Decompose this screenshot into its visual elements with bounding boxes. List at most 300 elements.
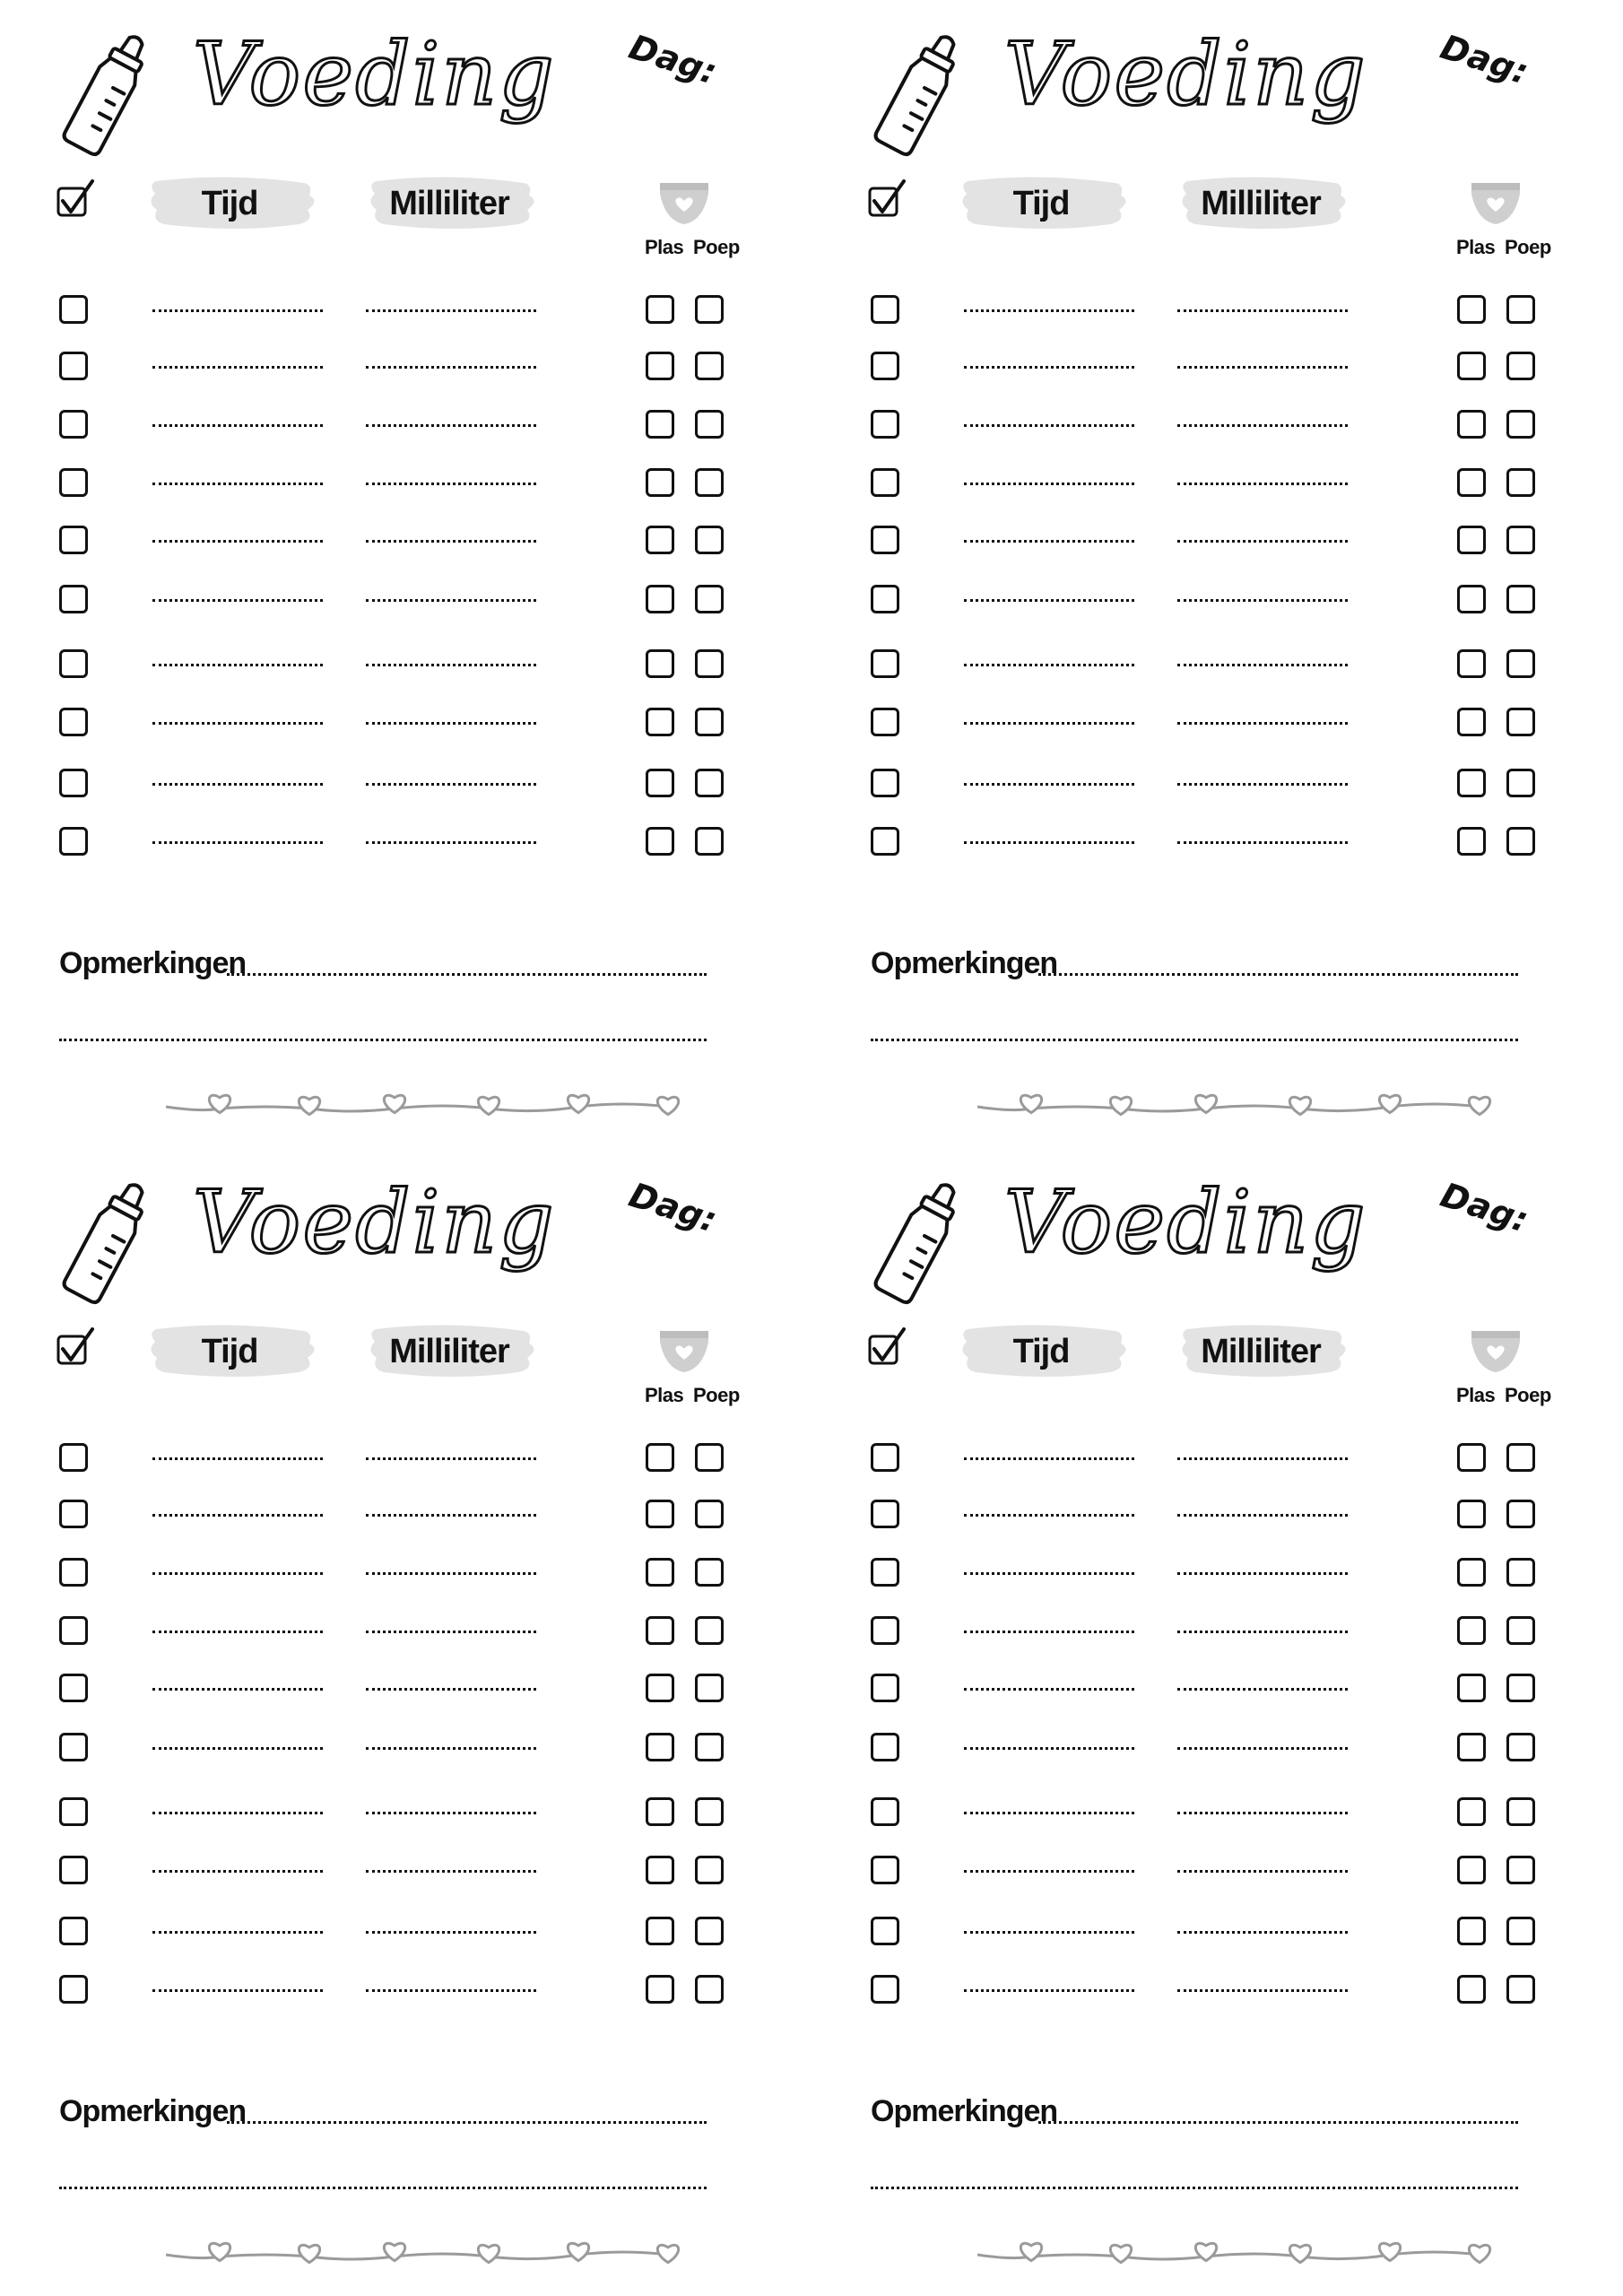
feeding-done-checkbox[interactable] [871, 1558, 899, 1587]
time-entry-line[interactable] [964, 1688, 1134, 1691]
diaper-icon [1468, 1327, 1523, 1374]
time-entry-line[interactable] [152, 483, 323, 485]
feeding-done-checkbox[interactable] [871, 352, 899, 380]
ml-entry-line[interactable] [366, 664, 536, 666]
time-column-header [143, 172, 316, 235]
pee-checkbox[interactable] [1457, 410, 1486, 439]
ml-entry-line[interactable] [1177, 1812, 1348, 1814]
pee-checkbox[interactable] [646, 410, 674, 439]
poo-checkbox[interactable] [1506, 708, 1535, 736]
log-row [0, 1614, 812, 1650]
poo-checkbox[interactable] [695, 352, 724, 380]
feeding-done-checkbox[interactable] [871, 1797, 899, 1826]
ml-column-header [1175, 172, 1347, 235]
remarks-label: Opmerkingen [59, 946, 247, 980]
time-entry-line[interactable] [964, 424, 1134, 427]
feeding-done-checkbox[interactable] [871, 295, 899, 324]
log-row [812, 767, 1623, 803]
poo-checkbox[interactable] [695, 1443, 724, 1472]
feeding-done-checkbox[interactable] [59, 649, 88, 678]
ml-entry-line[interactable] [366, 783, 536, 786]
time-entry-line[interactable] [964, 1870, 1134, 1873]
pee-checkbox[interactable] [646, 1856, 674, 1884]
poo-checkbox[interactable] [1506, 1797, 1535, 1826]
time-entry-line[interactable] [152, 1989, 323, 1992]
log-row [0, 408, 812, 444]
time-column-header [955, 1320, 1127, 1383]
pee-checkbox[interactable] [646, 526, 674, 554]
time-entry-line[interactable] [964, 540, 1134, 543]
feeding-done-checkbox[interactable] [871, 649, 899, 678]
poo-checkbox[interactable] [1506, 827, 1535, 856]
log-row [812, 1441, 1623, 1477]
log-row [0, 350, 812, 386]
feeding-done-checkbox[interactable] [59, 468, 88, 497]
poo-checkbox[interactable] [1506, 1500, 1535, 1528]
time-entry-line[interactable] [964, 366, 1134, 369]
feeding-done-checkbox[interactable] [871, 1674, 899, 1702]
ml-entry-line[interactable] [1177, 1747, 1348, 1750]
time-entry-line[interactable] [964, 1631, 1134, 1633]
feeding-done-checkbox[interactable] [59, 1558, 88, 1587]
ml-entry-line[interactable] [1177, 1688, 1348, 1691]
pee-checkbox[interactable] [646, 1674, 674, 1702]
remarks-line[interactable] [227, 973, 707, 976]
pee-column-label: Plas [1456, 1384, 1496, 1406]
time-entry-line[interactable] [152, 1870, 323, 1873]
log-row [0, 1731, 812, 1767]
pee-checkbox[interactable] [646, 1797, 674, 1826]
poo-checkbox[interactable] [1506, 468, 1535, 497]
poo-checkbox[interactable] [1506, 769, 1535, 797]
ml-entry-line[interactable] [366, 1631, 536, 1633]
time-entry-line[interactable] [964, 1572, 1134, 1575]
remarks-label: Opmerkingen [871, 946, 1058, 980]
feeding-done-checkbox[interactable] [871, 708, 899, 736]
remarks-label: Opmerkingen [871, 2094, 1058, 2128]
ml-entry-line[interactable] [1177, 841, 1348, 844]
time-entry-line[interactable] [152, 599, 323, 602]
ml-entry-line[interactable] [366, 1514, 536, 1517]
ml-column-header [363, 1320, 535, 1383]
ml-entry-line[interactable] [366, 540, 536, 543]
poo-column-label: Poep [693, 236, 740, 258]
feeding-done-checkbox[interactable] [59, 827, 88, 856]
time-entry-line[interactable] [964, 1989, 1134, 1992]
pee-checkbox[interactable] [1457, 1558, 1486, 1587]
poo-checkbox[interactable] [1506, 1856, 1535, 1884]
time-entry-line[interactable] [964, 1812, 1134, 1814]
log-row [0, 1854, 812, 1890]
log-row [0, 1915, 812, 1951]
time-column-label: Tijd [201, 1332, 258, 1370]
poo-checkbox[interactable] [1506, 526, 1535, 554]
time-entry-line[interactable] [964, 1931, 1134, 1934]
baby-bottle-icon [54, 1175, 161, 1309]
time-entry-line[interactable] [152, 309, 323, 312]
checkmark-box-icon [867, 178, 908, 219]
log-row [0, 648, 812, 683]
poo-checkbox[interactable] [1506, 1558, 1535, 1587]
ml-entry-line[interactable] [1177, 1514, 1348, 1517]
ml-entry-line[interactable] [1177, 1572, 1348, 1575]
ml-entry-line[interactable] [1177, 1989, 1348, 1992]
time-entry-line[interactable] [152, 540, 323, 543]
poo-checkbox[interactable] [1506, 410, 1535, 439]
poo-checkbox[interactable] [695, 1917, 724, 1945]
diaper-icon [656, 1327, 712, 1374]
feeding-done-checkbox[interactable] [871, 410, 899, 439]
ml-column-label: Milliliter [1201, 1332, 1321, 1370]
log-row [0, 524, 812, 560]
log-row [0, 1973, 812, 2009]
log-row [812, 350, 1623, 386]
log-row [812, 1556, 1623, 1592]
log-row [812, 524, 1623, 560]
time-entry-line[interactable] [964, 1747, 1134, 1750]
pee-checkbox[interactable] [1457, 1733, 1486, 1761]
feeding-sheet [812, 0, 1623, 1148]
poo-checkbox[interactable] [695, 585, 724, 613]
time-entry-line[interactable] [152, 424, 323, 427]
feeding-done-checkbox[interactable] [871, 1616, 899, 1645]
poo-checkbox[interactable] [695, 468, 724, 497]
time-entry-line[interactable] [152, 1747, 323, 1750]
ml-entry-line[interactable] [366, 599, 536, 602]
pee-checkbox[interactable] [1457, 585, 1486, 613]
pee-checkbox[interactable] [646, 649, 674, 678]
feeding-done-checkbox[interactable] [59, 708, 88, 736]
pee-checkbox[interactable] [1457, 827, 1486, 856]
time-entry-line[interactable] [964, 664, 1134, 666]
sheet-title: Voeding [193, 24, 556, 125]
baby-bottle-icon [865, 27, 973, 161]
day-label: Dag: [1436, 1175, 1533, 1240]
feeding-done-checkbox[interactable] [59, 585, 88, 613]
log-row [0, 293, 812, 329]
ml-entry-line[interactable] [366, 841, 536, 844]
poo-checkbox[interactable] [695, 410, 724, 439]
remarks-line[interactable] [59, 1039, 707, 1041]
log-row [812, 466, 1623, 502]
poo-checkbox[interactable] [1506, 1443, 1535, 1472]
pee-checkbox[interactable] [1457, 295, 1486, 324]
pee-checkbox[interactable] [646, 295, 674, 324]
feeding-done-checkbox[interactable] [59, 1500, 88, 1528]
log-row [0, 466, 812, 502]
log-row [812, 706, 1623, 742]
poo-checkbox[interactable] [695, 827, 724, 856]
ml-entry-line[interactable] [366, 483, 536, 485]
poo-column-label: Poep [1505, 236, 1551, 258]
pee-checkbox[interactable] [646, 769, 674, 797]
time-entry-line[interactable] [152, 1812, 323, 1814]
time-entry-line[interactable] [152, 366, 323, 369]
feeding-done-checkbox[interactable] [871, 1917, 899, 1945]
ml-entry-line[interactable] [1177, 1870, 1348, 1873]
feeding-done-checkbox[interactable] [59, 1674, 88, 1702]
poo-checkbox[interactable] [1506, 1733, 1535, 1761]
poo-checkbox[interactable] [695, 1975, 724, 2004]
pee-checkbox[interactable] [646, 827, 674, 856]
pee-checkbox[interactable] [1457, 352, 1486, 380]
time-entry-line[interactable] [964, 483, 1134, 485]
log-row [812, 1498, 1623, 1534]
pee-checkbox[interactable] [646, 1733, 674, 1761]
baby-bottle-icon [865, 1175, 973, 1309]
ml-entry-line[interactable] [366, 1747, 536, 1750]
ml-entry-line[interactable] [1177, 483, 1348, 485]
pee-checkbox[interactable] [646, 468, 674, 497]
checkmark-box-icon [56, 1326, 97, 1367]
time-entry-line[interactable] [152, 722, 323, 725]
log-row [812, 408, 1623, 444]
ml-entry-line[interactable] [366, 1688, 536, 1691]
feeding-done-checkbox[interactable] [871, 468, 899, 497]
poo-column-label: Poep [1505, 1384, 1551, 1406]
time-entry-line[interactable] [152, 1514, 323, 1517]
feeding-sheet [0, 1148, 812, 2296]
log-row [812, 1731, 1623, 1767]
pee-checkbox[interactable] [1457, 769, 1486, 797]
time-entry-line[interactable] [964, 841, 1134, 844]
feeding-done-checkbox[interactable] [59, 1917, 88, 1945]
remarks-line[interactable] [871, 2187, 1518, 2189]
day-label: Dag: [1436, 27, 1533, 92]
time-entry-line[interactable] [964, 599, 1134, 602]
pee-checkbox[interactable] [646, 708, 674, 736]
ml-entry-line[interactable] [366, 1812, 536, 1814]
ml-entry-line[interactable] [366, 309, 536, 312]
pee-column-label: Plas [1456, 236, 1496, 258]
log-row [812, 1672, 1623, 1708]
ml-entry-line[interactable] [366, 1572, 536, 1575]
time-entry-line[interactable] [152, 1457, 323, 1460]
time-entry-line[interactable] [152, 841, 323, 844]
pee-checkbox[interactable] [1457, 1975, 1486, 2004]
ml-entry-line[interactable] [1177, 1631, 1348, 1633]
pee-checkbox[interactable] [1457, 1500, 1486, 1528]
poo-checkbox[interactable] [1506, 1917, 1535, 1945]
ml-entry-line[interactable] [1177, 783, 1348, 786]
heart-garland-icon [166, 1085, 686, 1135]
pee-checkbox[interactable] [646, 1975, 674, 2004]
feeding-done-checkbox[interactable] [871, 1500, 899, 1528]
pee-checkbox[interactable] [1457, 708, 1486, 736]
feeding-sheet [812, 1148, 1623, 2296]
time-entry-line[interactable] [152, 1572, 323, 1575]
pee-checkbox[interactable] [1457, 649, 1486, 678]
feeding-done-checkbox[interactable] [59, 1797, 88, 1826]
log-row [0, 1556, 812, 1592]
ml-entry-line[interactable] [1177, 664, 1348, 666]
poo-checkbox[interactable] [695, 1558, 724, 1587]
log-row [812, 1973, 1623, 2009]
ml-entry-line[interactable] [366, 424, 536, 427]
log-row [0, 1441, 812, 1477]
poo-checkbox[interactable] [1506, 1674, 1535, 1702]
ml-entry-line[interactable] [1177, 1931, 1348, 1934]
poo-checkbox[interactable] [695, 1856, 724, 1884]
log-row [812, 1854, 1623, 1890]
time-entry-line[interactable] [152, 783, 323, 786]
feeding-done-checkbox[interactable] [59, 1975, 88, 2004]
time-entry-line[interactable] [152, 1688, 323, 1691]
ml-entry-line[interactable] [366, 1457, 536, 1460]
feeding-done-checkbox[interactable] [871, 827, 899, 856]
time-column-header [143, 1320, 316, 1383]
pee-checkbox[interactable] [1457, 468, 1486, 497]
time-entry-line[interactable] [152, 664, 323, 666]
log-row [0, 1672, 812, 1708]
time-entry-line[interactable] [964, 783, 1134, 786]
sheet-title: Voeding [193, 1172, 556, 1273]
pee-checkbox[interactable] [1457, 526, 1486, 554]
ml-entry-line[interactable] [1177, 366, 1348, 369]
pee-checkbox[interactable] [646, 1500, 674, 1528]
poo-checkbox[interactable] [1506, 352, 1535, 380]
ml-entry-line[interactable] [366, 366, 536, 369]
log-row [812, 1915, 1623, 1951]
ml-entry-line[interactable] [1177, 1457, 1348, 1460]
ml-entry-line[interactable] [1177, 424, 1348, 427]
log-row [0, 825, 812, 861]
ml-column-label: Milliliter [1201, 184, 1321, 222]
log-row [0, 767, 812, 803]
baby-bottle-icon [54, 27, 161, 161]
poo-checkbox[interactable] [1506, 585, 1535, 613]
poo-checkbox[interactable] [695, 1733, 724, 1761]
log-row [812, 1614, 1623, 1650]
time-entry-line[interactable] [964, 1457, 1134, 1460]
diaper-icon [656, 179, 712, 226]
remarks-line[interactable] [1038, 2121, 1518, 2124]
pee-checkbox[interactable] [1457, 1443, 1486, 1472]
remarks-label: Opmerkingen [59, 2094, 247, 2128]
poo-checkbox[interactable] [695, 1500, 724, 1528]
ml-entry-line[interactable] [1177, 309, 1348, 312]
ml-entry-line[interactable] [1177, 599, 1348, 602]
log-row [0, 583, 812, 619]
time-entry-line[interactable] [152, 1931, 323, 1934]
pee-checkbox[interactable] [1457, 1917, 1486, 1945]
sheet-title: Voeding [1004, 24, 1367, 125]
log-row [0, 1498, 812, 1534]
heart-garland-icon [977, 1085, 1497, 1135]
sheet-title: Voeding [1004, 1172, 1367, 1273]
time-column-header [955, 172, 1127, 235]
feeding-done-checkbox[interactable] [871, 1443, 899, 1472]
log-row [0, 1796, 812, 1831]
feeding-done-checkbox[interactable] [59, 526, 88, 554]
ml-entry-line[interactable] [1177, 722, 1348, 725]
ml-column-header [363, 172, 535, 235]
pee-checkbox[interactable] [1457, 1797, 1486, 1826]
heart-garland-icon [977, 2233, 1497, 2283]
feeding-done-checkbox[interactable] [871, 1733, 899, 1761]
pee-checkbox[interactable] [646, 1917, 674, 1945]
ml-column-label: Milliliter [389, 1332, 509, 1370]
feeding-done-checkbox[interactable] [871, 526, 899, 554]
feeding-done-checkbox[interactable] [59, 769, 88, 797]
feeding-done-checkbox[interactable] [59, 1856, 88, 1884]
feeding-done-checkbox[interactable] [59, 410, 88, 439]
pee-checkbox[interactable] [1457, 1856, 1486, 1884]
day-label: Dag: [624, 27, 722, 92]
log-row [0, 706, 812, 742]
pee-column-label: Plas [645, 236, 684, 258]
log-row [812, 825, 1623, 861]
poo-checkbox[interactable] [695, 1674, 724, 1702]
pee-checkbox[interactable] [1457, 1674, 1486, 1702]
feeding-done-checkbox[interactable] [59, 1733, 88, 1761]
feeding-done-checkbox[interactable] [871, 1975, 899, 2004]
feeding-done-checkbox[interactable] [871, 585, 899, 613]
pee-checkbox[interactable] [646, 1558, 674, 1587]
log-row [812, 583, 1623, 619]
poo-checkbox[interactable] [695, 295, 724, 324]
ml-entry-line[interactable] [1177, 540, 1348, 543]
time-entry-line[interactable] [964, 1514, 1134, 1517]
poo-checkbox[interactable] [695, 526, 724, 554]
time-column-label: Tijd [201, 184, 258, 222]
time-entry-line[interactable] [152, 1631, 323, 1633]
ml-entry-line[interactable] [366, 1989, 536, 1992]
poo-checkbox[interactable] [695, 1616, 724, 1645]
poo-checkbox[interactable] [1506, 1616, 1535, 1645]
poo-checkbox[interactable] [695, 649, 724, 678]
log-row [812, 648, 1623, 683]
ml-entry-line[interactable] [366, 722, 536, 725]
feeding-done-checkbox[interactable] [871, 769, 899, 797]
pee-checkbox[interactable] [646, 1443, 674, 1472]
diaper-icon [1468, 179, 1523, 226]
time-entry-line[interactable] [964, 309, 1134, 312]
poo-checkbox[interactable] [1506, 295, 1535, 324]
pee-checkbox[interactable] [1457, 1616, 1486, 1645]
remarks-line[interactable] [59, 2187, 707, 2189]
poo-checkbox[interactable] [695, 769, 724, 797]
ml-entry-line[interactable] [366, 1931, 536, 1934]
ml-entry-line[interactable] [366, 1870, 536, 1873]
pee-checkbox[interactable] [646, 1616, 674, 1645]
pee-checkbox[interactable] [646, 352, 674, 380]
feeding-done-checkbox[interactable] [59, 1616, 88, 1645]
remarks-line[interactable] [227, 2121, 707, 2124]
pee-checkbox[interactable] [646, 585, 674, 613]
feeding-done-checkbox[interactable] [59, 1443, 88, 1472]
heart-garland-icon [166, 2233, 686, 2283]
time-column-label: Tijd [1012, 184, 1070, 222]
checkmark-box-icon [867, 1326, 908, 1367]
remarks-line[interactable] [1038, 973, 1518, 976]
poo-checkbox[interactable] [695, 1797, 724, 1826]
poo-checkbox[interactable] [1506, 649, 1535, 678]
feeding-done-checkbox[interactable] [871, 1856, 899, 1884]
checkmark-box-icon [56, 178, 97, 219]
time-entry-line[interactable] [964, 722, 1134, 725]
pee-column-label: Plas [645, 1384, 684, 1406]
poo-checkbox[interactable] [695, 708, 724, 736]
feeding-done-checkbox[interactable] [59, 352, 88, 380]
feeding-sheet [0, 0, 812, 1148]
log-row [812, 293, 1623, 329]
ml-column-label: Milliliter [389, 184, 509, 222]
feeding-done-checkbox[interactable] [59, 295, 88, 324]
log-row [812, 1796, 1623, 1831]
poo-checkbox[interactable] [1506, 1975, 1535, 2004]
remarks-line[interactable] [871, 1039, 1518, 1041]
